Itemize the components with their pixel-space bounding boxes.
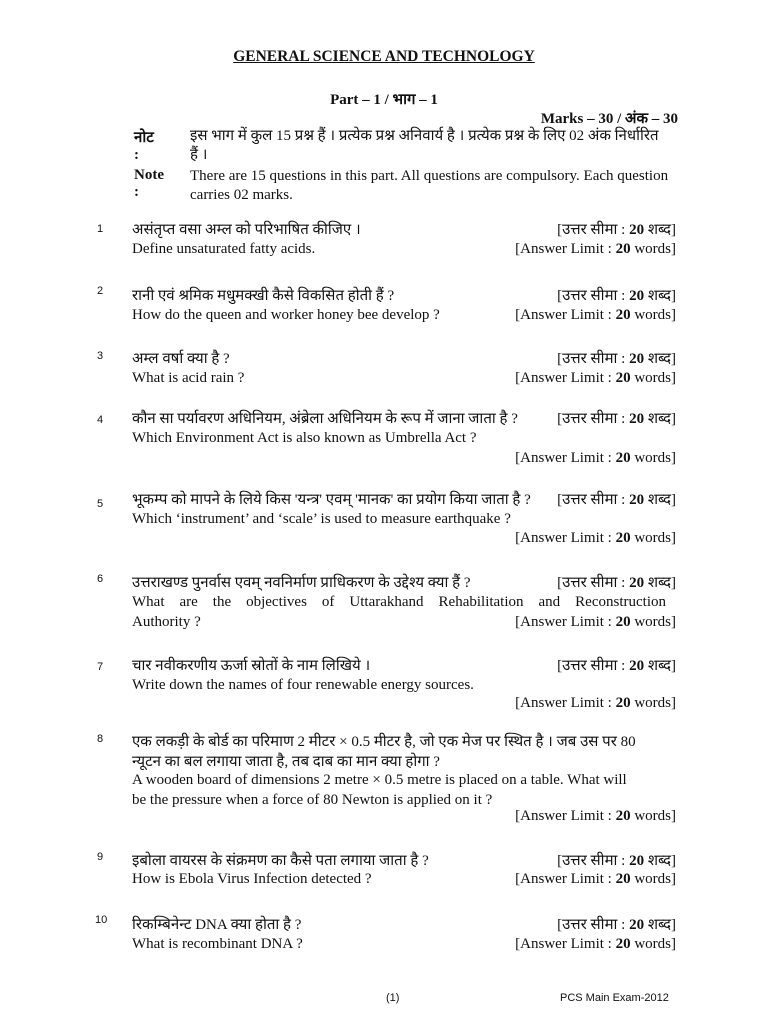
answer-limit-hindi: [उत्तर सीमा : 20 शब्द] — [557, 351, 676, 367]
hindi-note-text: इस भाग में कुल 15 प्रश्न हैं । प्रत्येक प्रश्न अनिवार्य है । प्रत्येक प्रश्न के लिए 02 अंक निर्धारित हैं । — [190, 128, 659, 163]
english-note-label: Note : — [134, 167, 164, 200]
answer-limit-english: [Answer Limit : 20 words] — [515, 695, 676, 711]
question-english: Write down the names of four renewable energy sources. — [132, 677, 474, 693]
question-number: 5 — [97, 498, 104, 510]
answer-limit-hindi: [उत्तर सीमा : 20 शब्द] — [557, 492, 676, 508]
page-number: (1) — [386, 992, 400, 1004]
english-note-text: There are 15 questions in this part. All questions are compulsory. Each question carries 02 marks. — [190, 168, 669, 203]
part-heading: Part – 1 / भाग – 1 — [330, 92, 438, 108]
answer-limit-english: [Answer Limit : 20 words] — [515, 871, 676, 887]
question-english: How do the queen and worker honey bee develop ? — [132, 307, 440, 323]
question-hindi: कौन सा पर्यावरण अधिनियम, अंब्रेला अधिनियम के रूप में जाना जाता है ? — [132, 411, 518, 427]
question-hindi: भूकम्प को मापने के लिये किस 'यन्त्र' एवम् 'मानक' का प्रयोग किया जाता है ? — [132, 492, 531, 508]
question-number: 7 — [97, 661, 104, 673]
answer-limit-hindi: [उत्तर सीमा : 20 शब्द] — [557, 222, 676, 238]
question-hindi: अम्ल वर्षा क्या है ? — [132, 351, 230, 367]
question-hindi: चार नवीकरणीय ऊर्जा स्रोतों के नाम लिखिये । — [132, 658, 371, 674]
answer-limit-english: [Answer Limit : 20 words] — [515, 808, 676, 824]
question-number: 9 — [97, 851, 104, 863]
answer-limit-hindi: [उत्तर सीमा : 20 शब्द] — [557, 288, 676, 304]
question-number: 10 — [95, 914, 108, 926]
answer-limit-english: [Answer Limit : 20 words] — [515, 241, 676, 257]
question-hindi: रानी एवं श्रमिक मधुमक्खी कैसे विकसित होती हैं ? — [132, 288, 395, 304]
question-english: Define unsaturated fatty acids. — [132, 241, 316, 257]
question-number: 1 — [97, 223, 104, 235]
question-number: 2 — [97, 285, 104, 297]
answer-limit-hindi: [उत्तर सीमा : 20 शब्द] — [557, 658, 676, 674]
answer-limit-hindi: [उत्तर सीमा : 20 शब्द] — [557, 575, 676, 591]
question-hindi: असंतृप्त वसा अम्ल को परिभाषित कीजिए । — [132, 222, 361, 238]
answer-limit-english: [Answer Limit : 20 words] — [515, 936, 676, 952]
answer-limit-hindi: [उत्तर सीमा : 20 शब्द] — [557, 853, 676, 869]
question-hindi: न्यूटन का बल लगाया जाता है, तब दाब का मान क्या होगा ? — [132, 754, 440, 770]
question-english: What is recombinant DNA ? — [132, 936, 303, 952]
question-english: Which ‘instrument’ and ‘scale’ is used to measure earthquake ? — [132, 511, 511, 527]
answer-limit-english: [Answer Limit : 20 words] — [515, 450, 676, 466]
hindi-note-label: नोट : — [134, 130, 154, 163]
question-english: What is acid rain ? — [132, 370, 245, 386]
question-english: Which Environment Act is also known as Umbrella Act ? — [132, 430, 477, 446]
exam-name: PCS Main Exam-2012 — [560, 992, 669, 1004]
question-hindi: उत्तराखण्ड पुनर्वास एवम् नवनिर्माण प्राधिकरण के उद्देश्य क्या हैं ? — [132, 575, 471, 591]
question-number: 4 — [97, 414, 104, 426]
answer-limit-english: [Answer Limit : 20 words] — [515, 370, 676, 386]
marks-heading: Marks – 30 / अंक – 30 — [540, 111, 678, 127]
question-english: Authority ? — [132, 614, 201, 630]
answer-limit-english: [Answer Limit : 20 words] — [515, 530, 676, 546]
question-number: 3 — [97, 350, 104, 362]
answer-limit-english: [Answer Limit : 20 words] — [515, 307, 676, 323]
question-hindi: एक लकड़ी के बोर्ड का परिमाण 2 मीटर × 0.5 मीटर है, जो एक मेज पर स्थित है । जब उस पर 80 — [132, 734, 636, 750]
question-hindi: इबोला वायरस के संक्रमण का कैसे पता लगाया जाता है ? — [132, 853, 429, 869]
answer-limit-hindi: [उत्तर सीमा : 20 शब्द] — [557, 411, 676, 427]
answer-limit-hindi: [उत्तर सीमा : 20 शब्द] — [557, 917, 676, 933]
question-number: 6 — [97, 573, 104, 585]
question-number: 8 — [97, 733, 104, 745]
question-hindi: रिकम्बिनेन्ट DNA क्या होता है ? — [132, 917, 302, 933]
question-english: A wooden board of dimensions 2 metre × 0.5 metre is placed on a table. What will — [132, 772, 627, 788]
question-english: What are the objectives of Uttarakhand Rehabilitation and Reconstruction — [132, 594, 666, 610]
answer-limit-english: [Answer Limit : 20 words] — [515, 614, 676, 630]
question-english: How is Ebola Virus Infection detected ? — [132, 871, 372, 887]
page-title: GENERAL SCIENCE AND TECHNOLOGY — [233, 48, 535, 65]
question-english: be the pressure when a force of 80 Newton is applied on it ? — [132, 792, 493, 808]
